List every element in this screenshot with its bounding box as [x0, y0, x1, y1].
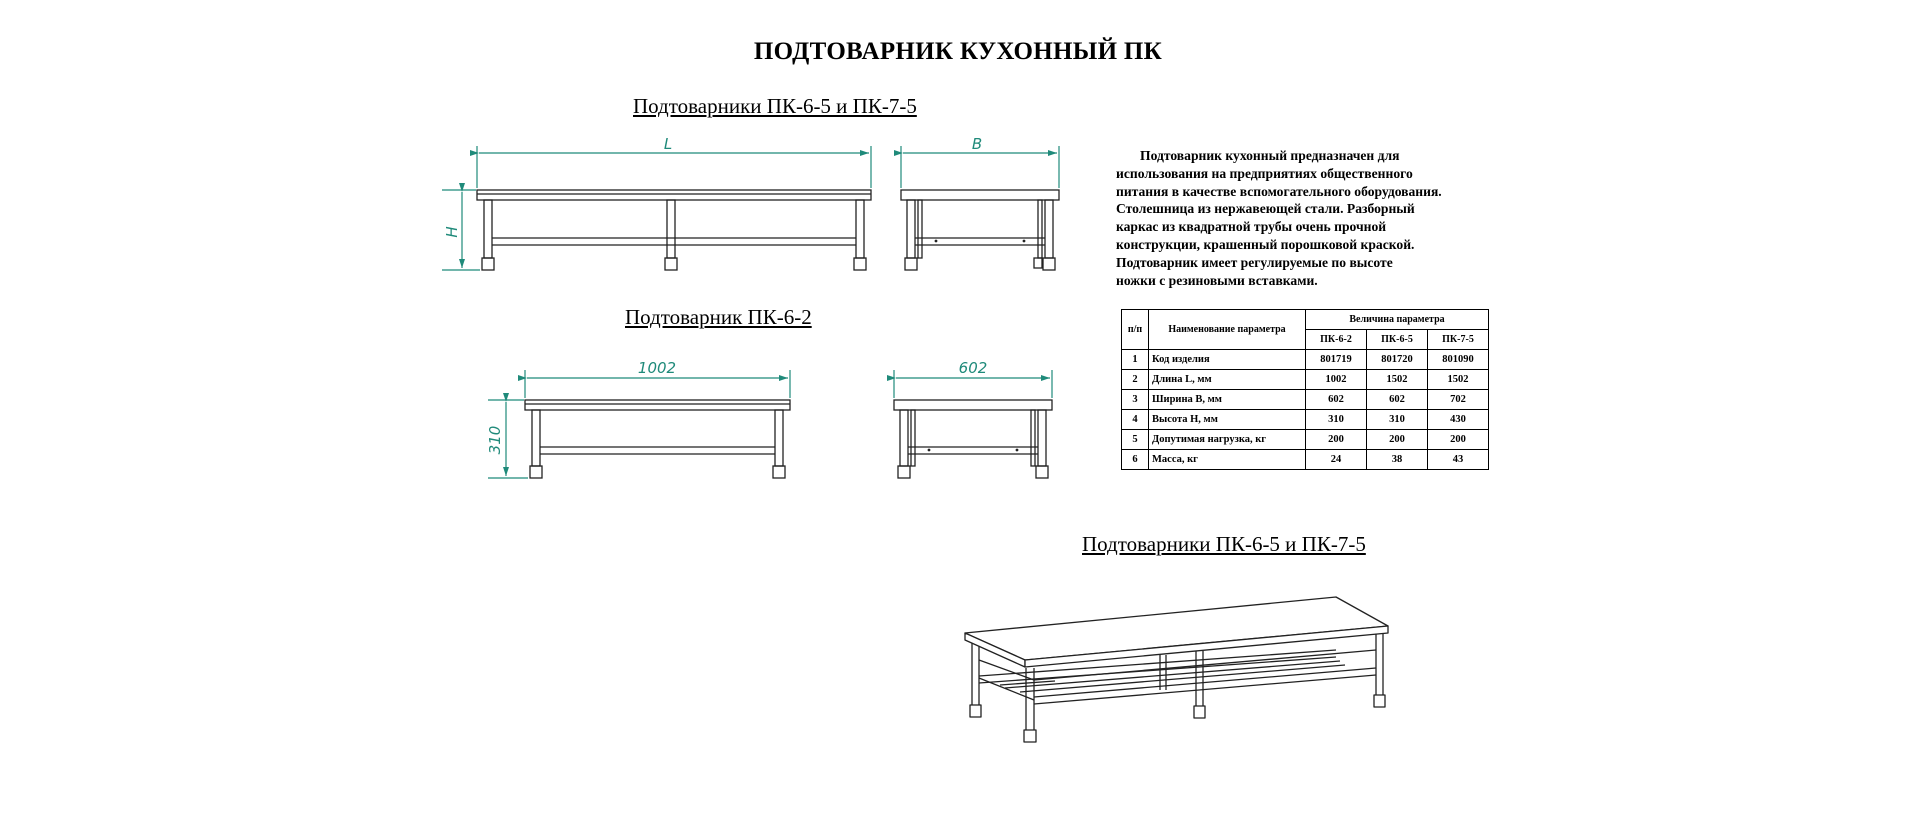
- page-title: ПОДТОВАРНИК КУХОННЫЙ ПК: [753, 38, 1163, 65]
- table-cell: 200: [1428, 430, 1489, 450]
- table-row: [1122, 430, 1489, 450]
- table-cell: 1502: [1428, 370, 1489, 390]
- table-cell: 24: [1306, 450, 1367, 470]
- table-row: [1122, 390, 1489, 410]
- table-row: [1122, 370, 1489, 390]
- table-cell: Высота H, мм: [1149, 410, 1306, 430]
- description-line: каркас из квадратной трубы очень прочной: [1116, 219, 1387, 235]
- table-cell: 1002: [1306, 370, 1367, 390]
- table-row: [1122, 450, 1489, 470]
- table-header-value: Величина параметра: [1306, 310, 1489, 330]
- description-line: использования на предприятиях общественного: [1116, 165, 1413, 181]
- table-cell: 1: [1122, 350, 1149, 370]
- description-line: ножки с резиновыми вставками.: [1116, 272, 1318, 288]
- table-cell: 200: [1306, 430, 1367, 450]
- table-header-model: ПК-6-2: [1306, 330, 1367, 350]
- isometric-view: [965, 597, 1388, 742]
- dim-label-L: L: [663, 135, 673, 153]
- table-cell: 38: [1367, 450, 1428, 470]
- table-cell: 200: [1367, 430, 1428, 450]
- dim-L: [477, 146, 871, 188]
- dim-label-310: 310: [486, 425, 504, 455]
- subtitle-bottom: Подтоварники ПК-6-5 и ПК-7-5: [1082, 532, 1366, 556]
- description: [1116, 147, 1516, 289]
- table-cell: 5: [1122, 430, 1149, 450]
- table-cell: 702: [1428, 390, 1489, 410]
- parameters-table: [1121, 309, 1489, 470]
- table-cell: 602: [1367, 390, 1428, 410]
- table-cell: 602: [1306, 390, 1367, 410]
- table-cell: Код изделия: [1149, 350, 1306, 370]
- table-cell: Масса, кг: [1149, 450, 1306, 470]
- table-cell: 310: [1306, 410, 1367, 430]
- dim-label-H: H: [443, 226, 461, 238]
- side-view-top: [901, 190, 1059, 270]
- description-line: конструкции, крашенный порошковой краской.: [1116, 236, 1415, 252]
- table-cell: 1502: [1367, 370, 1428, 390]
- table-cell: 3: [1122, 390, 1149, 410]
- table-cell: 430: [1428, 410, 1489, 430]
- table-cell: 2: [1122, 370, 1149, 390]
- dim-label-1002: 1002: [637, 359, 677, 377]
- subtitle-top: Подтоварники ПК-6-5 и ПК-7-5: [633, 94, 917, 118]
- table-cell: Длина L, мм: [1149, 370, 1306, 390]
- table-cell: 801090: [1428, 350, 1489, 370]
- table-header-num: п/п: [1122, 310, 1149, 350]
- table-header-model: ПК-6-5: [1367, 330, 1428, 350]
- table-header-name: Наименование параметра: [1149, 310, 1306, 350]
- table-cell: 801720: [1367, 350, 1428, 370]
- subtitle-middle: Подтоварник ПК-6-2: [625, 305, 812, 329]
- table-cell: 310: [1367, 410, 1428, 430]
- description-line: питания в качестве вспомогательного оборудования.: [1116, 183, 1442, 199]
- front-view-top: [477, 190, 871, 270]
- front-view-middle: [525, 400, 790, 478]
- table-row: [1122, 350, 1489, 370]
- dim-label-602: 602: [958, 359, 988, 377]
- dim-label-B: B: [971, 135, 983, 153]
- description-line: Столешница из нержавеющей стали. Разборный: [1116, 201, 1415, 217]
- side-view-middle: [894, 400, 1052, 478]
- table-header-model: ПК-7-5: [1428, 330, 1489, 350]
- table-row: [1122, 410, 1489, 430]
- table-cell: Допутимая нагрузка, кг: [1149, 430, 1306, 450]
- table-cell: Ширина B, мм: [1149, 390, 1306, 410]
- table-cell: 6: [1122, 450, 1149, 470]
- table-cell: 43: [1428, 450, 1489, 470]
- description-line: Подтоварник имеет регулируемые по высоте: [1116, 254, 1393, 270]
- description-line: Подтоварник кухонный предназначен для: [1140, 148, 1400, 163]
- table-cell: 801719: [1306, 350, 1367, 370]
- table-cell: 4: [1122, 410, 1149, 430]
